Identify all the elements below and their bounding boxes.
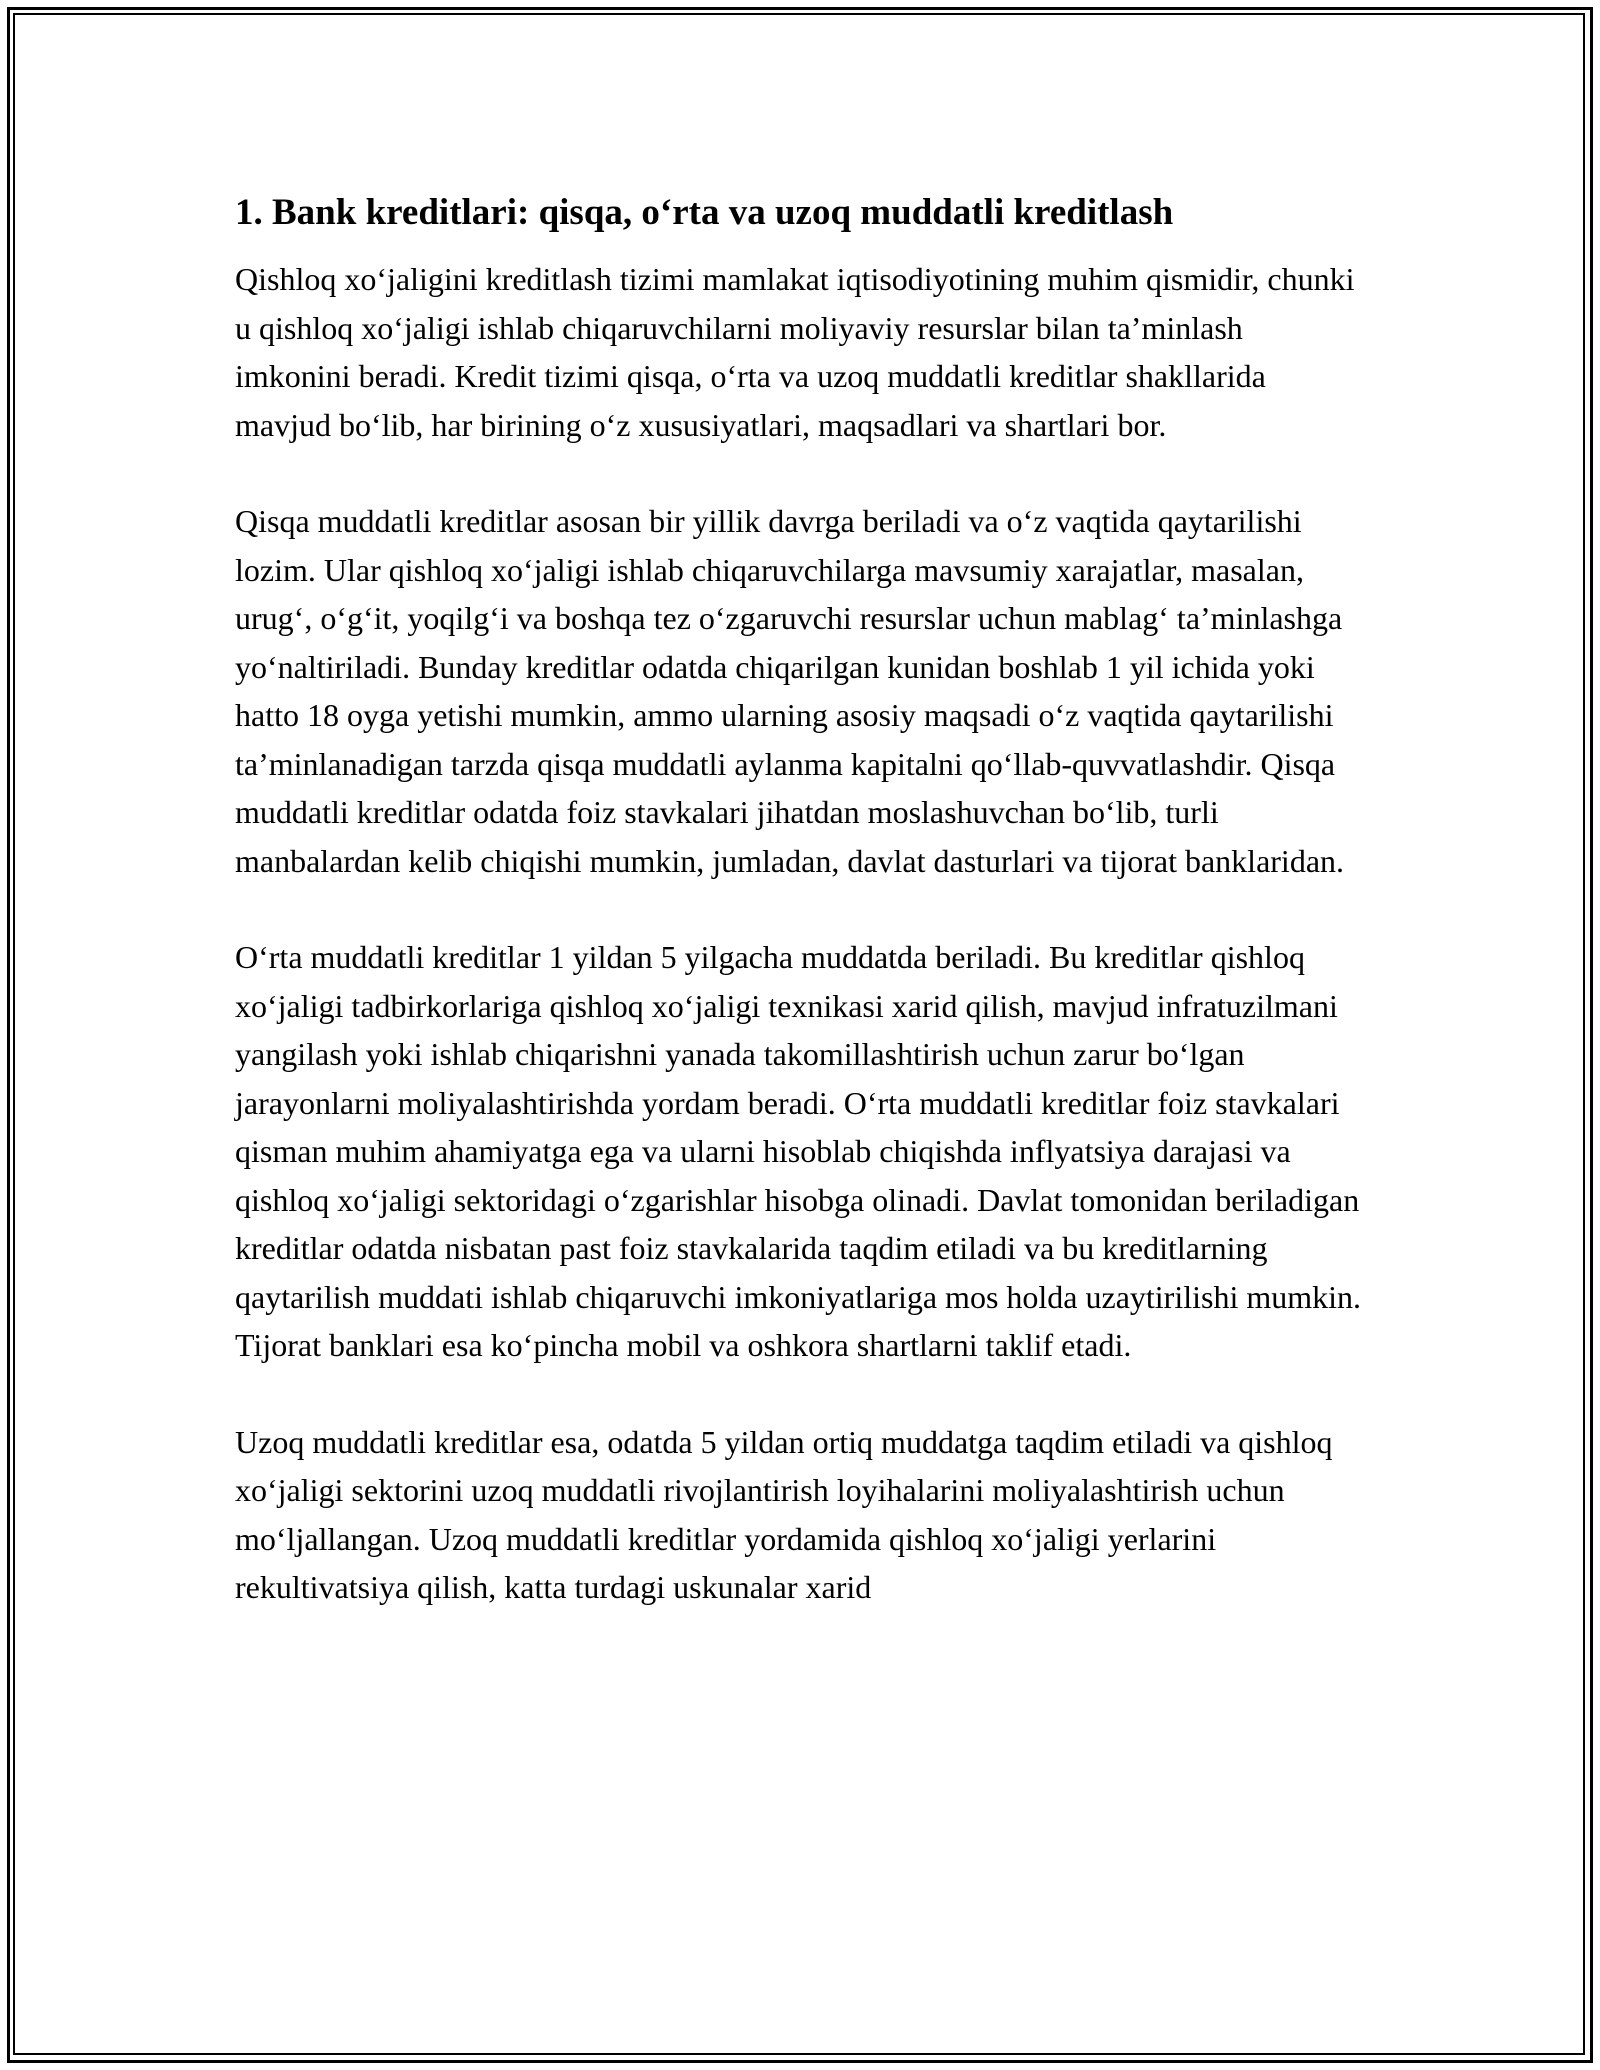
paragraph-medium-term: O‘rta muddatli kreditlar 1 yildan 5 yilgacha muddatda beriladi. Bu kreditlar qishloq xo‘jaligi tadbirkorlariga qishloq xo‘jaligi texnikasi xarid qilish, mavjud infratuzilmani yangilash yoki ishlab chiqarishni yanada takomillashtirish uchun zarur bo‘lgan jarayonlarni moliyalashtirishda yordam beradi. O‘rta muddatli kreditlar foiz stavkalari qisman muhim ahamiyatga ega va ularni hisoblab chiqishda inflyatsiya darajasi va qishloq xo‘jaligi sektoridagi o‘zgarishlar hisobga olinadi. Davlat tomonidan beriladigan kreditlar odatda nisbatan past foiz stavkalarida taqdim etiladi va bu kreditlarning qaytarilish muddati ishlab chiqaruvchi imkoniyatlariga mos holda uzaytirilishi mumkin. Tijorat banklari esa ko‘pincha mobil va oshkora shartlarni taklif etadi. bbox=[235, 939, 1362, 1363]
paragraph-long-term: Uzoq muddatli kreditlar esa, odatda 5 yildan ortiq muddatga taqdim etiladi va qishloq xo‘jaligi sektorini uzoq muddatli rivojlantirish loyihalarini moliyalashtirish uchun mo‘ljallangan. Uzoq muddatli kreditlar yordamida qishloq xo‘jaligi yerlarini rekultivatsiya qilish, katta turdagi uskunalar xarid bbox=[235, 1423, 1333, 1605]
paragraph-intro: Qishloq xo‘jaligini kreditlash tizimi mamlakat iqtisodiyotining muhim qismidir, chunki u qishloq xo‘jaligi ishlab chiqaruvchilarni moliyaviy resurslar bilan ta’minlash imkonini beradi. Kredit tizimi qisqa, o‘rta va uzoq muddatli kreditlar shakllarida mavjud bo‘lib, har birining o‘z xususiyatlari, maqsadlari va shartlari bor. bbox=[235, 261, 1355, 443]
document-body bbox=[235, 185, 1365, 1660]
section-heading: 1. Bank kreditlari: qisqa, o‘rta va uzoq muddatli kreditlash bbox=[235, 192, 1174, 233]
paragraph-short-term: Qisqa muddatli kreditlar asosan bir yillik davrga beriladi va o‘z vaqtida qaytarilishi lozim. Ular qishloq xo‘jaligi ishlab chiqaruvchilarga mavsumiy xarajatlar, masalan, urug‘, o‘g‘it, yoqilg‘i va boshqa tez o‘zgaruvchi resurslar uchun mablag‘ ta’minlashga yo‘naltiriladi. Bunday kreditlar odatda chiqarilgan kunidan boshlab 1 yil ichida yoki hatto 18 oyga yetishi mumkin, ammo ularning asosiy maqsadi o‘z vaqtida qaytarilishi ta’minlanadigan tarzda qisqa muddatli aylanma kapitalni qo‘llab-quvvatlashdir. Qisqa muddatli kreditlar odatda foiz stavkalari jihatdan moslashuvchan bo‘lib, turli manbalardan kelib chiqishi mumkin, jumladan, davlat dasturlari va tijorat banklaridan. bbox=[235, 503, 1345, 879]
